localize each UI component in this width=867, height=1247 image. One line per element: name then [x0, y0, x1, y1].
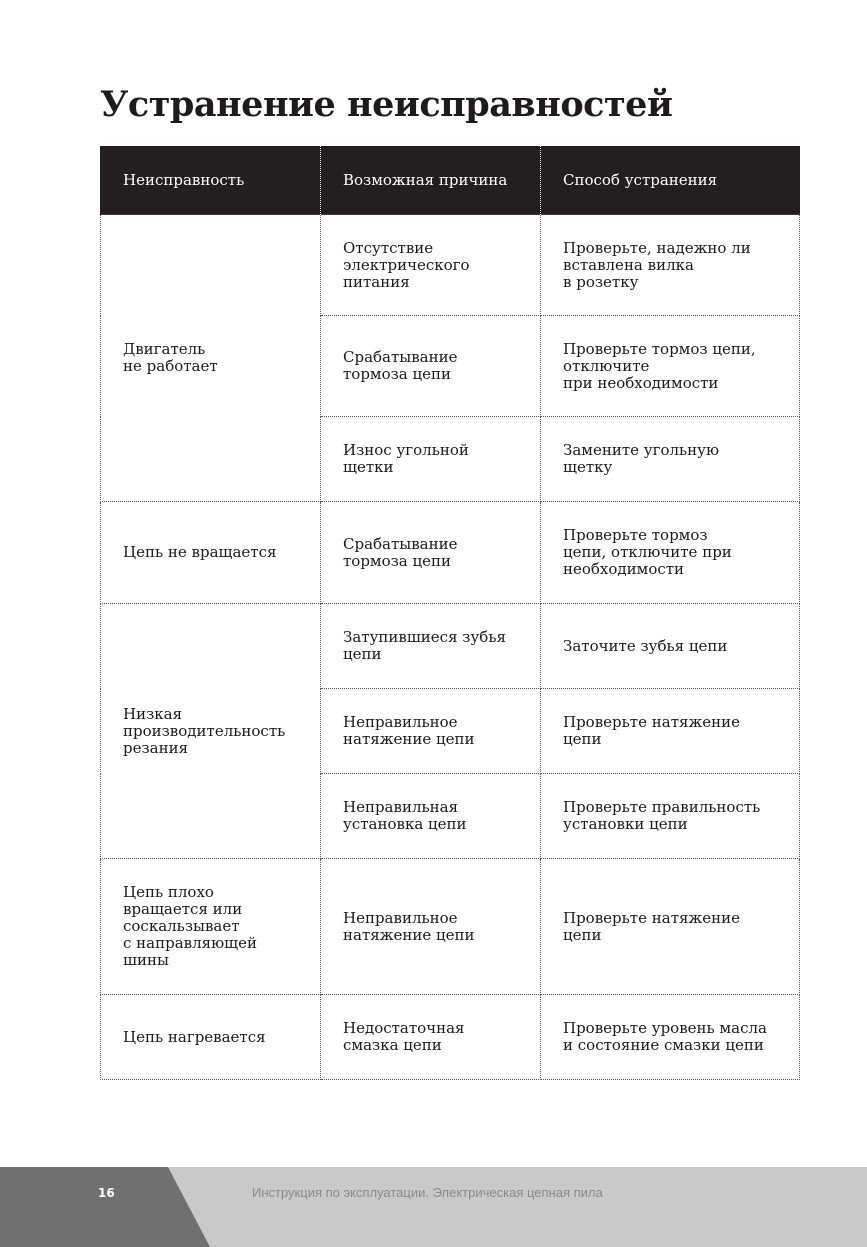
- header-fault: Неисправность: [101, 146, 321, 215]
- cause-cell: Неправильное натяжение цепи: [321, 689, 541, 774]
- remedy-cell: Проверьте, надежно ли вставлена вилка в розетку: [541, 215, 800, 316]
- cause-cell: Неправильная установка цепи: [321, 774, 541, 859]
- remedy-cell: Проверьте натяжение цепи: [541, 689, 800, 774]
- table-header-row: [101, 146, 800, 215]
- cause-cell: Неправильное натяжение цепи: [321, 859, 541, 995]
- table-row: [101, 859, 800, 995]
- header-remedy: Способ устранения: [541, 146, 800, 215]
- remedy-cell: Проверьте тормоз цепи, отключите при необходимости: [541, 502, 800, 604]
- fault-cell: Двигатель не работает: [101, 215, 321, 502]
- remedy-cell: Проверьте тормоз цепи, отключите при необходимости: [541, 316, 800, 417]
- table-row: [101, 215, 800, 316]
- header-cause: Возможная причина: [321, 146, 541, 215]
- cause-cell: Срабатывание тормоза цепи: [321, 502, 541, 604]
- footer-text: Инструкция по эксплуатации. Электрическая цепная пила: [252, 1185, 603, 1200]
- remedy-cell: Проверьте натяжение цепи: [541, 859, 800, 995]
- cause-cell: Отсутствие электрического питания: [321, 215, 541, 316]
- table-row: [101, 995, 800, 1080]
- cause-cell: Затупившиеся зубья цепи: [321, 604, 541, 689]
- cause-cell: Недостаточная смазка цепи: [321, 995, 541, 1080]
- fault-cell: Цепь нагревается: [101, 995, 321, 1080]
- table-row: [101, 502, 800, 604]
- page-title: Устранение неисправностей: [100, 84, 673, 125]
- fault-cell: Цепь не вращается: [101, 502, 321, 604]
- table-body: [101, 215, 800, 1080]
- fault-cell: Низкая производительность резания: [101, 604, 321, 859]
- cause-cell: Износ угольной щетки: [321, 417, 541, 502]
- remedy-cell: Замените угольную щетку: [541, 417, 800, 502]
- table-row: [101, 604, 800, 689]
- fault-cell: Цепь плохо вращается или соскальзывает с направляющей шины: [101, 859, 321, 995]
- troubleshooting-table: [100, 146, 800, 1080]
- remedy-cell: Проверьте правильность установки цепи: [541, 774, 800, 859]
- remedy-cell: Заточите зубья цепи: [541, 604, 800, 689]
- page-number: 16: [98, 1186, 115, 1200]
- remedy-cell: Проверьте уровень масла и состояние смазки цепи: [541, 995, 800, 1080]
- cause-cell: Срабатывание тормоза цепи: [321, 316, 541, 417]
